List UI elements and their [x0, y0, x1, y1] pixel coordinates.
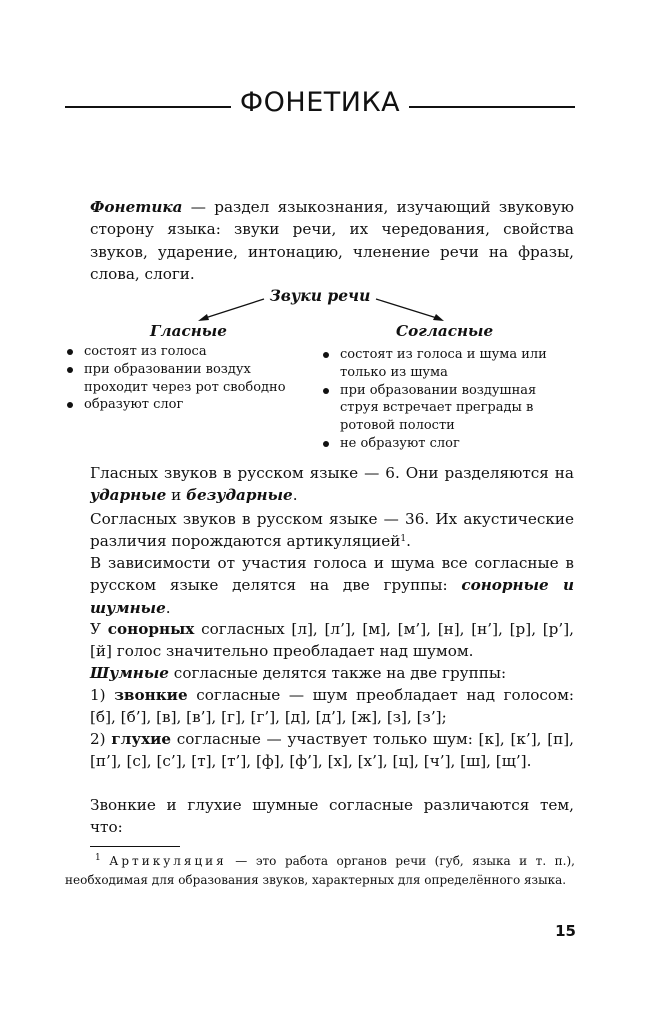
period: .: [292, 486, 298, 505]
list-item: образуют слог: [64, 396, 294, 414]
and-text: и: [166, 486, 187, 505]
page-number: 15: [555, 922, 576, 940]
footnote-divider: [90, 846, 180, 847]
page-header: [65, 84, 575, 124]
footnote-ref: 1: [400, 534, 407, 545]
arrow-left: [202, 299, 264, 319]
stressed-term: ударные: [90, 486, 167, 505]
item-number: 1): [90, 686, 115, 704]
and-text: и: [548, 576, 574, 595]
voiced-term: звонкие: [114, 686, 188, 704]
noisy-paragraph: [90, 662, 574, 684]
noisy-text: согласные делятся также на две группы:: [168, 664, 507, 682]
sonorant-paragraph: [90, 618, 574, 663]
diagram-arrows: [64, 285, 576, 335]
unstressed-term: безударные: [186, 486, 293, 505]
sonorant-text: согласных [л], [л’], [м], [м’], [н], [н’], [р], [р’], [й] голос значительно преобладает над шумом.: [90, 620, 574, 661]
page-title: ФОНЕТИКА: [239, 87, 401, 118]
vowels-list: [64, 343, 294, 414]
footnote-mark: 1: [95, 853, 101, 863]
sonorant-term: сонорные: [461, 576, 549, 595]
footnote-term: Артикуляция: [109, 854, 227, 868]
list-item: при образовании воздушная струя встречает преграды в ротовой полости: [320, 382, 576, 435]
voiced-text: согласные — шум преобладает над голосом: [б], [б’], [в], [в’], [г], [г’], [д], [д’], [ж], [з], [з’];: [90, 686, 575, 727]
consonants-paragraph: [90, 508, 574, 553]
intro-term: Фонетика: [90, 198, 183, 216]
voiceless-paragraph: [90, 728, 574, 773]
noisy-bold: Шумные: [90, 664, 169, 682]
consonants-text: Согласных звуков в русском языке — 36. Их акустические различия порождаются артикуляцией: [90, 510, 574, 551]
footnote: [65, 852, 575, 890]
intro-paragraph: [90, 196, 574, 285]
groups-text: В зависимости от участия голоса и шума все согласные в русском языке делятся на две группы:: [90, 554, 574, 595]
period: .: [165, 598, 171, 617]
vowels-heading: Гласные: [150, 322, 227, 340]
list-item: состоят из голоса и шума или только из шума: [320, 346, 576, 382]
arrow-left-head: [198, 314, 209, 321]
consonants-list: [320, 346, 576, 453]
vowels-paragraph: [90, 462, 574, 507]
sonorant-lead: У: [90, 620, 108, 638]
noisy-term: шумные: [90, 598, 166, 617]
list-item: при образовании воздух проходит через рот свободно: [64, 361, 294, 397]
sonorant-bold: сонорных: [107, 620, 195, 638]
voiceless-term: глухие: [111, 730, 172, 748]
consonants-heading: Согласные: [396, 322, 494, 340]
last-text: Звонкие и глухие шумные согласные различаются тем, что:: [90, 796, 574, 837]
intro-text: — раздел языкознания, изучающий звуковую сторону языка: звуки речи, их чередования, свойства звуков, ударение, интонацию, членение речи на фразы, слова, слоги.: [90, 198, 574, 283]
item-number: 2): [90, 730, 112, 748]
vowels-text: Гласных звуков в русском языке — 6. Они разделяются на: [90, 464, 574, 482]
arrow-right: [376, 299, 440, 319]
voiced-paragraph: [90, 684, 574, 729]
period: .: [406, 532, 411, 551]
groups-paragraph: [90, 552, 574, 619]
last-paragraph: [90, 794, 574, 839]
list-item: состоят из голоса: [64, 343, 294, 361]
header-rule-right: [409, 106, 575, 108]
arrow-right-head: [433, 314, 444, 321]
diagram-title: Звуки речи: [269, 286, 371, 305]
footnote-text: — это работа органов речи (губ, языка и т. п.), необходимая для образования звуков, характерных для определённого языка.: [65, 854, 575, 887]
list-item: не образуют слог: [320, 435, 576, 453]
voiceless-text: согласные — участвует только шум: [к], [к’], [п], [п’], [с], [с’], [т], [т’], [ф], [ф’], [х], [х’], [ц], [ч’], [ш], [щ’].: [90, 730, 574, 771]
speech-sounds-diagram: [64, 285, 576, 455]
